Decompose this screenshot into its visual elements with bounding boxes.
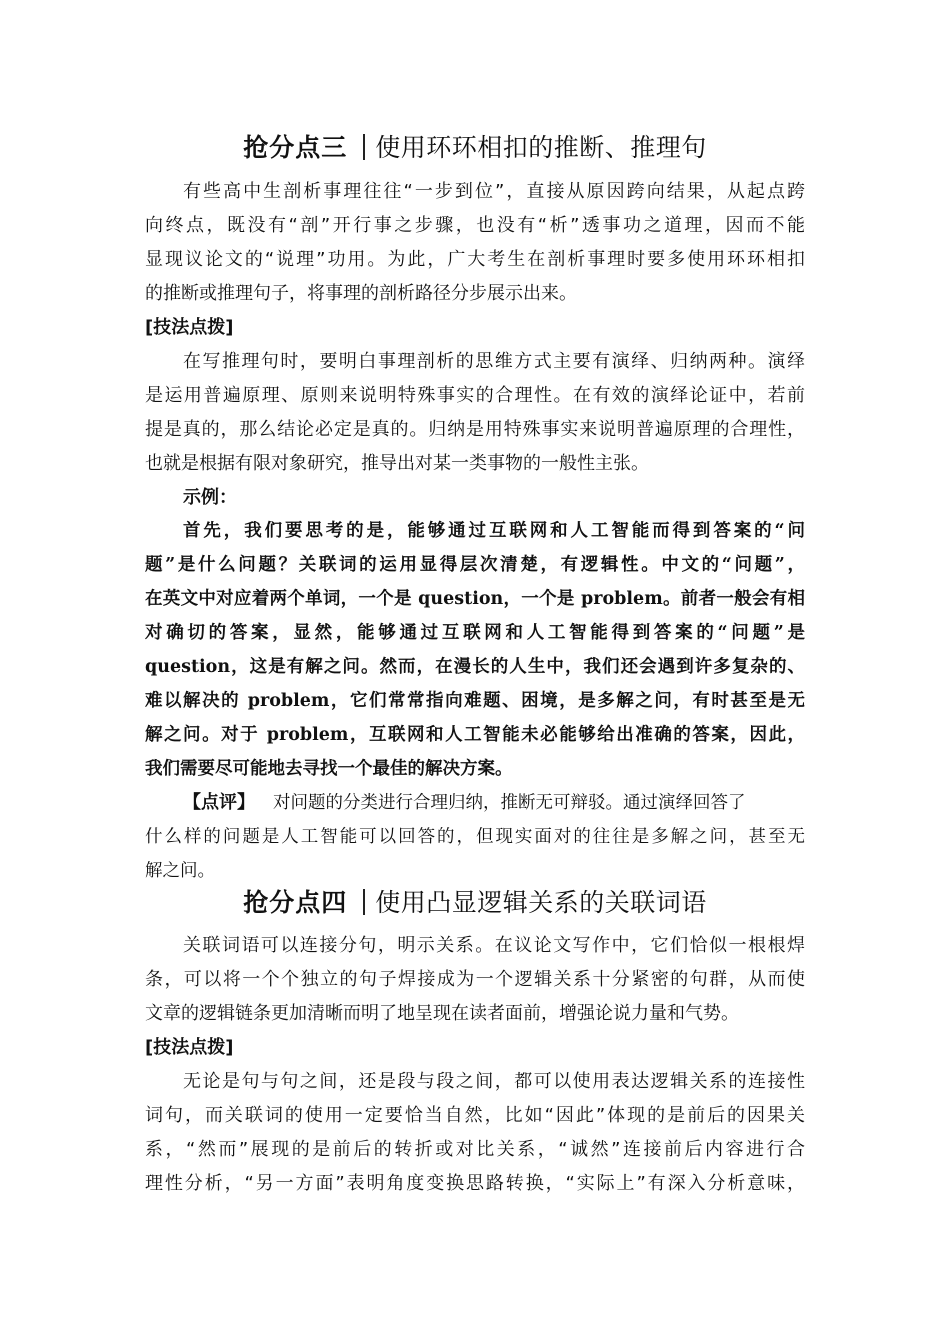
- tips-label: [技法点拨]: [145, 317, 234, 338]
- example-line: 解之问。对于 problem，互联网和人工智能未必能够给出准确的答案，因此，: [145, 725, 805, 745]
- paragraph-line: 也就是根据有限对象研究，推导出对某一类事物的一般性主张。: [145, 453, 649, 474]
- heading-label: 抢分点三: [243, 133, 348, 162]
- paragraph-line: 文章的逻辑链条更加清晰而明了地呈现在读者面前，增强论说力量和气势。: [145, 1003, 739, 1024]
- example-label: 示例：: [183, 487, 237, 508]
- paragraph-line: 理性分析，“另一方面”表明角度变换思路转换，“实际上”有深入分析意味，: [145, 1173, 805, 1194]
- example-line: 首先，我们要思考的是，能够通过互联网和人工智能而得到答案的“问: [183, 521, 805, 541]
- paragraph-line: 的推断或推理句子，将事理的剖析路径分步展示出来。: [145, 283, 577, 304]
- tips-label: [技法点拨]: [145, 1037, 234, 1058]
- example-line: 题”是什么问题？关联词的运用显得层次清楚，有逻辑性。中文的“问题”，: [145, 555, 805, 575]
- paragraph-line: 词句，而关联词的使用一定要恰当自然，比如“因此”体现的是前后的因果关: [145, 1105, 805, 1126]
- paragraph-line: 无论是句与句之间，还是段与段之间，都可以使用表达逻辑关系的连接性: [183, 1071, 805, 1092]
- section-heading: [145, 886, 805, 920]
- paragraph-line: 显现议论文的“说理”功用。为此，广大考生在剖析事理时要多使用环环相扣: [145, 249, 805, 270]
- comment-line: 解之问。: [145, 861, 215, 881]
- example-line: 在英文中对应着两个单词，一个是 question，一个是 problem。前者一般会有相: [145, 589, 805, 609]
- paragraph-line: 有些高中生剖析事理往往“一步到位”，直接从原因跨向结果，从起点跨: [183, 181, 805, 202]
- paragraph-line: 条，可以将一个个独立的句子焊接成为一个逻辑关系十分紧密的句群，从而使: [145, 969, 805, 990]
- comment-label: 【点评】: [183, 792, 255, 813]
- heading-title: 使用凸显逻辑关系的关联词语: [375, 888, 707, 917]
- paragraph-line: 关联词语可以连接分句，明示关系。在议论文写作中，它们恰似一根根焊: [183, 935, 805, 956]
- comment-line: 什么样的问题是人工智能可以回答的，但现实面对的往往是多解之问，甚至无: [145, 827, 805, 847]
- comment-line: [183, 790, 805, 816]
- section-heading: [145, 131, 805, 165]
- heading-title: 使用环环相扣的推断、推理句: [375, 133, 707, 162]
- example-line: 对确切的答案，显然，能够通过互联网和人工智能得到答案的“问题”是: [145, 623, 805, 643]
- example-line: 难以解决的 problem，它们常常指向难题、困境，是多解之问，有时甚至是无: [145, 691, 805, 711]
- paragraph-line: 在写推理句时，要明白事理剖析的思维方式主要有演绎、归纳两种。演绎: [183, 351, 805, 372]
- heading-divider: [363, 889, 365, 915]
- heading-label: 抢分点四: [243, 888, 348, 917]
- paragraph-line: 系，“然而”展现的是前后的转折或对比关系，“诚然”连接前后内容进行合: [145, 1139, 805, 1160]
- heading-divider: [363, 134, 365, 160]
- comment-text: 对问题的分类进行合理归纳，推断无可辩驳。通过演绎回答了: [273, 793, 746, 813]
- paragraph-line: 提是真的，那么结论必定是真的。归纳是用特殊事实来说明普遍原理的合理性，: [145, 419, 805, 440]
- paragraph-line: 向终点，既没有“剖”开行事之步骤，也没有“析”透事功之道理，因而不能: [145, 215, 805, 236]
- example-line: question，这是有解之问。然而，在漫长的人生中，我们还会遇到许多复杂的、: [145, 657, 805, 677]
- example-line: 我们需要尽可能地去寻找一个最佳的解决方案。: [145, 759, 513, 779]
- paragraph-line: 是运用普遍原理、原则来说明特殊事实的合理性。在有效的演绎论证中，若前: [145, 385, 805, 406]
